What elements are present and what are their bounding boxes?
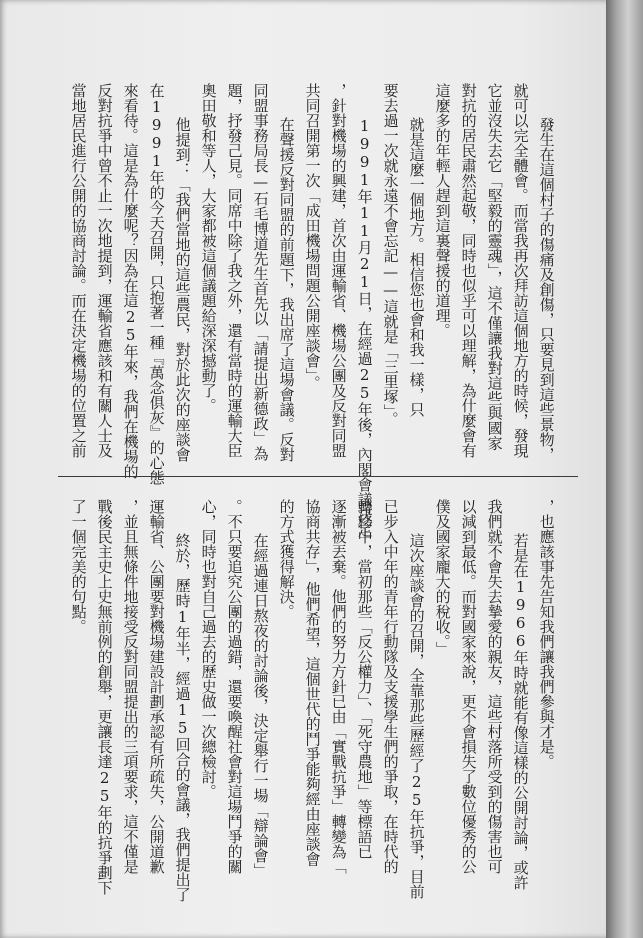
bottom-column-18: 戰後民主史上史無前例的創舉，更讓長達25年的抗爭劃下 <box>95 499 114 895</box>
top-column-19: 當地居民進行公開的協商討論。而在決定機場的位置之前 <box>69 83 88 458</box>
top-column-7: 要去過一次就永遠不會忘記——這就是「三里塚」。 <box>381 83 400 427</box>
top-column-15: 他提到：「我們當地的這些農民，對於此次的座談會 <box>173 117 192 462</box>
bottom-column-7: 已步入中年的青年行動隊及支援學生們的爭取，在時代的 <box>381 499 400 874</box>
bottom-column-16: 運輸省、公團要對機場建設計劃承認有所疏失，公開道歉 <box>147 499 166 874</box>
bottom-column-8: 轉移中，當初那些「反公權力」、「死守農地」等標語已 <box>355 499 374 859</box>
bottom-column-6: 這次座談會的召開，全靠那些歷經了25年抗爭，目前 <box>407 533 426 899</box>
bottom-column-14: 心，同時也對自己過去的歷史做一次總檢討。 <box>199 499 218 799</box>
book-spine <box>606 0 643 938</box>
top-column-1: 發生在這個村子的傷痛及創傷，只要見到這些景物， <box>537 117 556 462</box>
bottom-column-10: 協商共存」，他們希望，這個世代的鬥爭能夠經由座談會 <box>303 499 322 867</box>
bottom-column-1: ，也應該事先告知我們讓我們參與才是。 <box>537 499 556 769</box>
bottom-column-17: ，並且無條件地接受反對同盟提出的三項要求，這不僅是 <box>121 499 140 874</box>
top-column-14: 奧田敬和等人，大家都被這個議題給深深撼動了。 <box>199 83 218 413</box>
bottom-column-15: 終於，歷時1年半，經過15回合的會議，我們提出了 <box>173 533 192 902</box>
top-column-5: 這麼多的年輕人趕到這裏聲援的道理。 <box>433 83 452 338</box>
top-column-16: 在1991年的今天召開，只抱著一種『萬念俱灰』的心態 <box>147 83 166 485</box>
bottom-column-12: 在經過連日熬夜的討論後，決定舉行一場「辯論會」 <box>251 533 270 878</box>
top-column-12: 同盟事務局長—石毛博道先生首先以「請提出新德政」為 <box>251 83 270 461</box>
bottom-column-2: 若是在1966年時就能有像這樣的公開討論，或許 <box>511 533 530 890</box>
bottom-column-19: 了一個完美的句點。 <box>69 499 88 634</box>
bottom-column-5: 僕及國家龐大的稅收。」 <box>433 499 452 657</box>
top-column-8: 1991年11月21日，在經過25年後，內閣會議決定 <box>355 117 374 537</box>
top-column-9: ，針對機場的興建，首次由運輸省、機場公團及反對同盟 <box>329 83 348 458</box>
top-column-6: 就是這麼一個地方。相信您也會和我一樣，只 <box>407 117 426 417</box>
bottom-column-13: 。不只要追究公團的過錯，還要喚醒社會對這場鬥爭的關 <box>225 499 244 874</box>
top-column-18: 反對抗爭中曾不止一次地提到，運輸省應該和有關人士及 <box>95 83 114 458</box>
top-column-2: 就可以完全體會。而當我再次拜訪這個地方的時候，發現 <box>511 83 530 458</box>
top-column-13: 題，抒發己見。同席中除了我之外，還有當時的運輸大臣 <box>225 83 244 458</box>
top-column-17: 來看待。這是為什麼呢？因為在這25年來，我們在機場的 <box>121 83 140 479</box>
bottom-column-3: 我們就不會失去摯愛的親友，這些村落所受到的傷害也可 <box>485 499 504 874</box>
top-column-10: 共同召開第一次「成田機場問題公開座談會」。 <box>303 83 322 391</box>
section-divider <box>58 476 578 477</box>
bottom-column-4: 以減到最低。而對國家來說，更不會損失了數位優秀的公 <box>459 499 478 874</box>
top-column-4: 對抗的居民肅然起敬，同時也似乎可以理解，為什麼會有 <box>459 83 478 458</box>
bottom-column-11: 的方式獲得解決。 <box>277 499 296 619</box>
bottom-column-9: 逐漸被丟棄。他們的努力方針已由「實戰抗爭」轉變為「 <box>329 499 348 874</box>
top-column-11: 在聲援反對同盟的前題下，我出席了這場會議。反對 <box>277 117 296 462</box>
top-column-3: 它並沒失去它「堅毅的靈魂」，這不僅讓我對這些與國家 <box>485 83 504 451</box>
